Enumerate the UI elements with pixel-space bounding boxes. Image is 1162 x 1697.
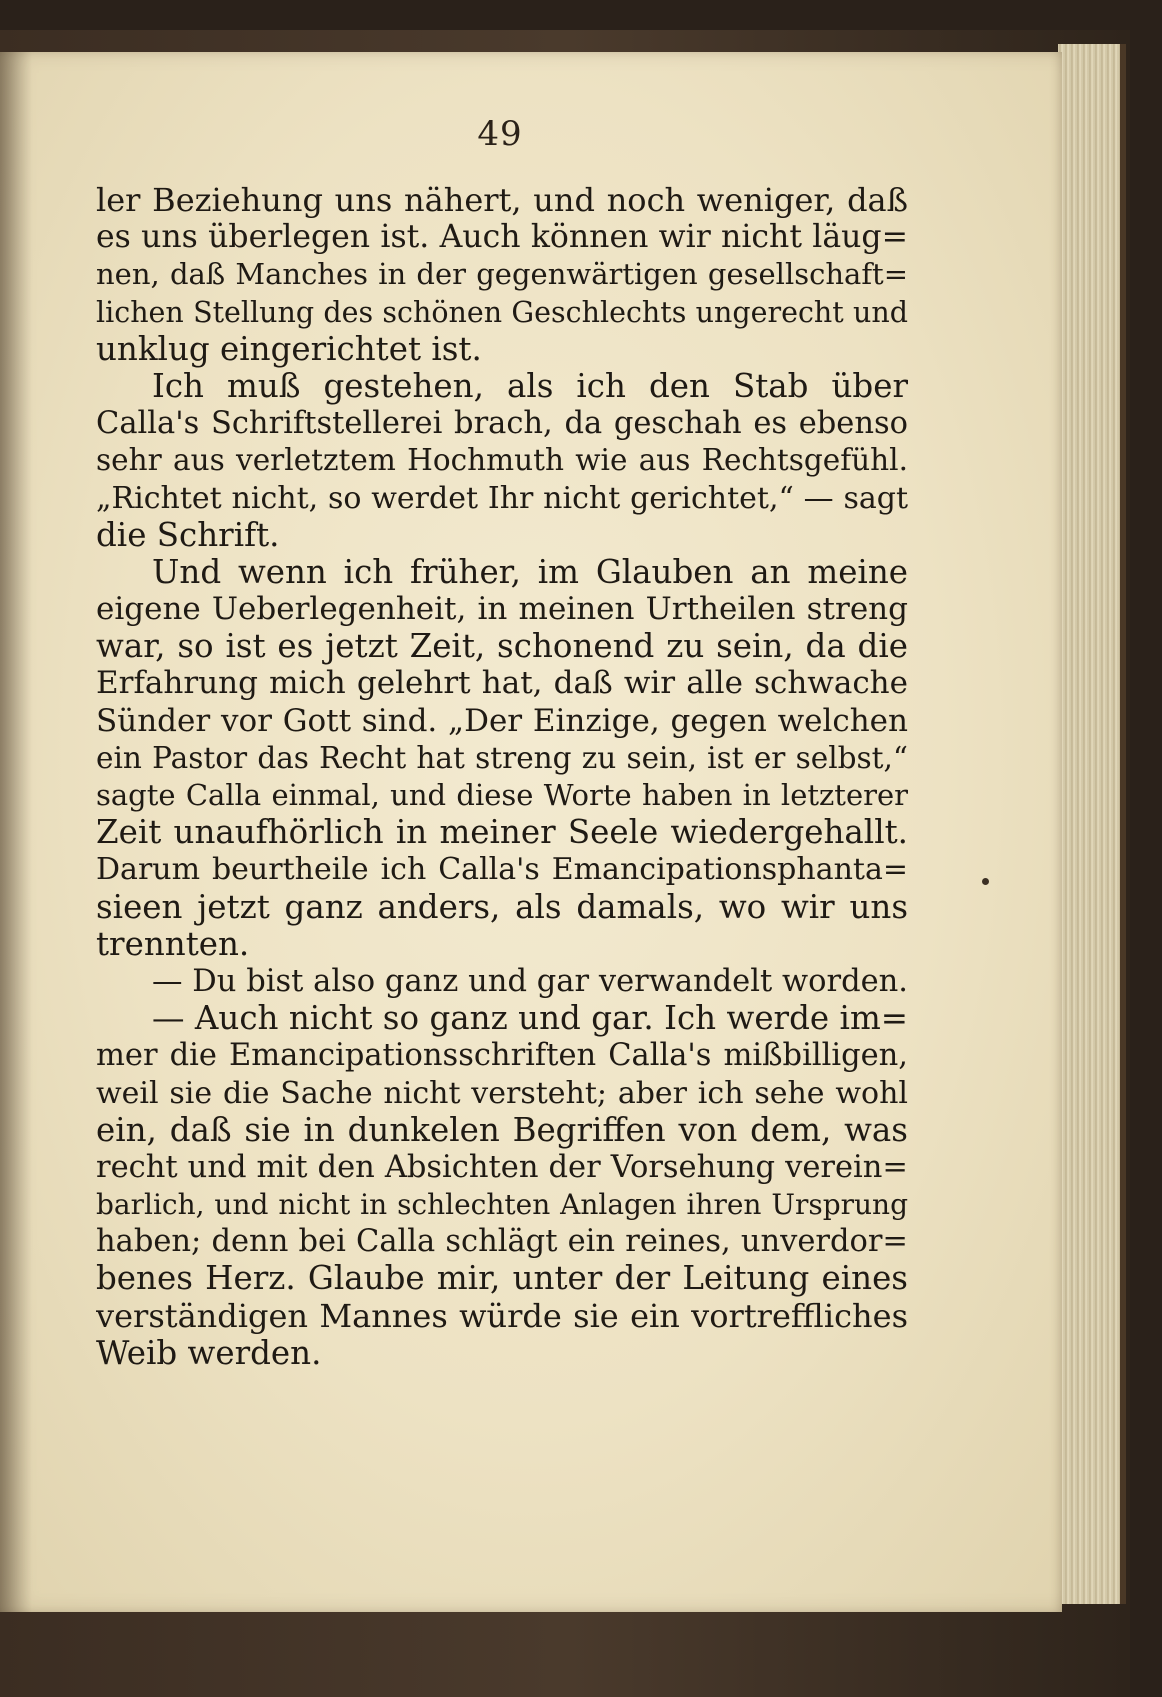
text-line: ler Beziehung uns nähert, und noch weniger, daß: [96, 182, 908, 219]
text-line: sehr aus verletztem Hochmuth wie aus Rechtsgefühl.: [96, 443, 908, 478]
text-line: nen, daß Manches in der gegenwärtigen gesellschaft=: [96, 257, 908, 292]
text-line: sieen jetzt ganz anders, als damals, wo wir uns: [96, 888, 908, 926]
text-line: eigene Ueberlegenheit, in meinen Urtheilen streng: [96, 591, 908, 628]
text-line: „Richtet nicht, so werdet Ihr nicht gerichtet,“ — sagt: [96, 480, 908, 516]
text-line: unklug eingerichtet ist.: [96, 330, 482, 368]
text-line: Darum beurtheile ich Calla's Emancipationsphanta=: [96, 852, 908, 888]
text-line: es uns überlegen ist. Auch können wir nicht läug=: [96, 219, 908, 256]
text-line: — Du bist also ganz und gar verwandelt worden.: [152, 963, 908, 999]
text-line: Weib werden.: [96, 1334, 322, 1372]
text-line: — Auch nicht so ganz und gar. Ich werde im=: [152, 1000, 908, 1038]
page-number: 49: [477, 114, 523, 154]
text-line: lichen Stellung des schönen Geschlechts ungerecht und: [96, 295, 908, 329]
page-edges: [1058, 44, 1126, 1604]
gutter-shadow: [0, 52, 32, 1612]
text-line: sagte Calla einmal, und diese Worte haben in letzterer: [96, 778, 908, 812]
text-line: barlich, und nicht in schlechten Anlagen ihren Ursprung: [96, 1188, 908, 1222]
ink-speck: [982, 878, 989, 885]
text-line: recht und mit den Absichten der Vorsehung verein=: [96, 1149, 908, 1185]
text-line: ein, daß sie in dunkelen Begriffen von dem, was: [96, 1111, 908, 1149]
text-line: Calla's Schriftstellerei brach, da geschah es ebenso: [96, 406, 908, 442]
text-line: verständigen Mannes würde sie ein vortreffliches: [96, 1297, 908, 1335]
text-line: Und wenn ich früher, im Glauben an meine: [152, 553, 908, 591]
text-line: haben; denn bei Calla schlägt ein reines, unverdor=: [96, 1224, 908, 1260]
text-line: Erfahrung mich gelehrt hat, daß wir alle schwache: [96, 665, 908, 702]
text-line: war, so ist es jetzt Zeit, schonend zu sein, da die: [96, 628, 908, 666]
text-line: Sünder vor Gott sind. „Der Einzige, gegen welchen: [96, 702, 908, 739]
text-line: weil sie die Sache nicht versteht; aber ich sehe wohl: [96, 1075, 908, 1111]
text-line: benes Herz. Glaube mir, unter der Leitung eines: [96, 1260, 908, 1298]
text-line: die Schrift.: [96, 516, 280, 554]
text-line: Ich muß gestehen, als ich den Stab über: [152, 367, 908, 405]
body-text: [96, 182, 908, 1372]
text-line: ein Pastor das Recht hat streng zu sein, ist er selbst,“: [96, 740, 908, 775]
text-line: Zeit unaufhörlich in meiner Seele wiedergehallt.: [96, 814, 908, 852]
text-line: trennten.: [96, 925, 250, 963]
book-page: [0, 52, 1062, 1612]
text-line: mer die Emancipationsschriften Calla's mißbilligen,: [96, 1038, 908, 1074]
